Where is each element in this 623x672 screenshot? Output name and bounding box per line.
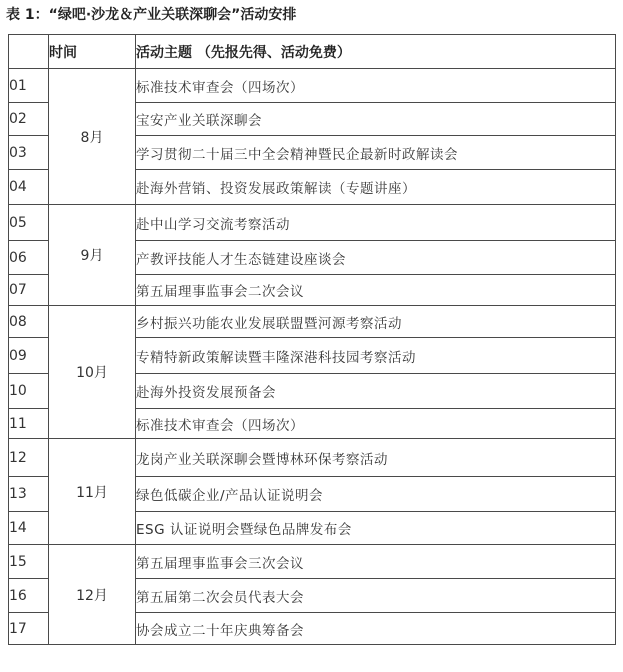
activity-topic: 专精特新政策解读暨丰隆深港科技园考察活动 [136, 338, 616, 374]
month-cell: 10月 [49, 306, 136, 439]
row-number: 14 [9, 512, 49, 545]
activity-topic: 第五届第二次会员代表大会 [136, 579, 616, 613]
table-row [9, 69, 616, 103]
activity-topic: 赴海外营销、投资发展政策解读（专题讲座） [136, 170, 616, 205]
row-number: 17 [9, 613, 49, 645]
row-number: 05 [9, 205, 49, 241]
row-number: 10 [9, 374, 49, 409]
row-number: 04 [9, 170, 49, 205]
table-header-row [9, 35, 616, 69]
activity-topic: 绿色低碳企业/产品认证说明会 [136, 477, 616, 512]
row-number: 03 [9, 136, 49, 170]
activity-topic: 赴海外投资发展预备会 [136, 374, 616, 409]
table-row [9, 545, 616, 579]
row-number: 02 [9, 103, 49, 136]
table-row [9, 205, 616, 241]
row-number: 11 [9, 409, 49, 439]
activity-topic: 协会成立二十年庆典筹备会 [136, 613, 616, 645]
row-number: 07 [9, 275, 49, 306]
row-number: 13 [9, 477, 49, 512]
activity-topic: 龙岗产业关联深聊会暨博林环保考察活动 [136, 439, 616, 477]
month-cell: 8月 [49, 69, 136, 205]
table-body [9, 69, 616, 645]
month-cell: 9月 [49, 205, 136, 306]
row-number: 08 [9, 306, 49, 338]
activity-topic: 标准技术审查会（四场次） [136, 69, 616, 103]
activity-topic: 第五届理事监事会三次会议 [136, 545, 616, 579]
table-row [9, 306, 616, 338]
row-number: 09 [9, 338, 49, 374]
activity-topic: 赴中山学习交流考察活动 [136, 205, 616, 241]
table-caption: 表 1：“绿吧·沙龙＆产业关联深聊会”活动安排 [6, 7, 297, 23]
header-time: 时间 [49, 35, 136, 69]
activity-topic: 乡村振兴功能农业发展联盟暨河源考察活动 [136, 306, 616, 338]
header-number [9, 35, 49, 69]
row-number: 12 [9, 439, 49, 477]
activity-topic: 宝安产业关联深聊会 [136, 103, 616, 136]
activity-schedule-table [8, 34, 616, 645]
activity-topic: 第五届理事监事会二次会议 [136, 275, 616, 306]
activity-topic: 产教评技能人才生态链建设座谈会 [136, 241, 616, 275]
table-row [9, 439, 616, 477]
month-cell: 11月 [49, 439, 136, 545]
row-number: 15 [9, 545, 49, 579]
header-topic: 活动主题 （先报先得、活动免费） [136, 35, 616, 69]
month-cell: 12月 [49, 545, 136, 645]
row-number: 16 [9, 579, 49, 613]
row-number: 06 [9, 241, 49, 275]
activity-topic: ESG 认证说明会暨绿色品牌发布会 [136, 512, 616, 545]
row-number: 01 [9, 69, 49, 103]
activity-topic: 标准技术审查会（四场次） [136, 409, 616, 439]
activity-topic: 学习贯彻二十届三中全会精神暨民企最新时政解读会 [136, 136, 616, 170]
